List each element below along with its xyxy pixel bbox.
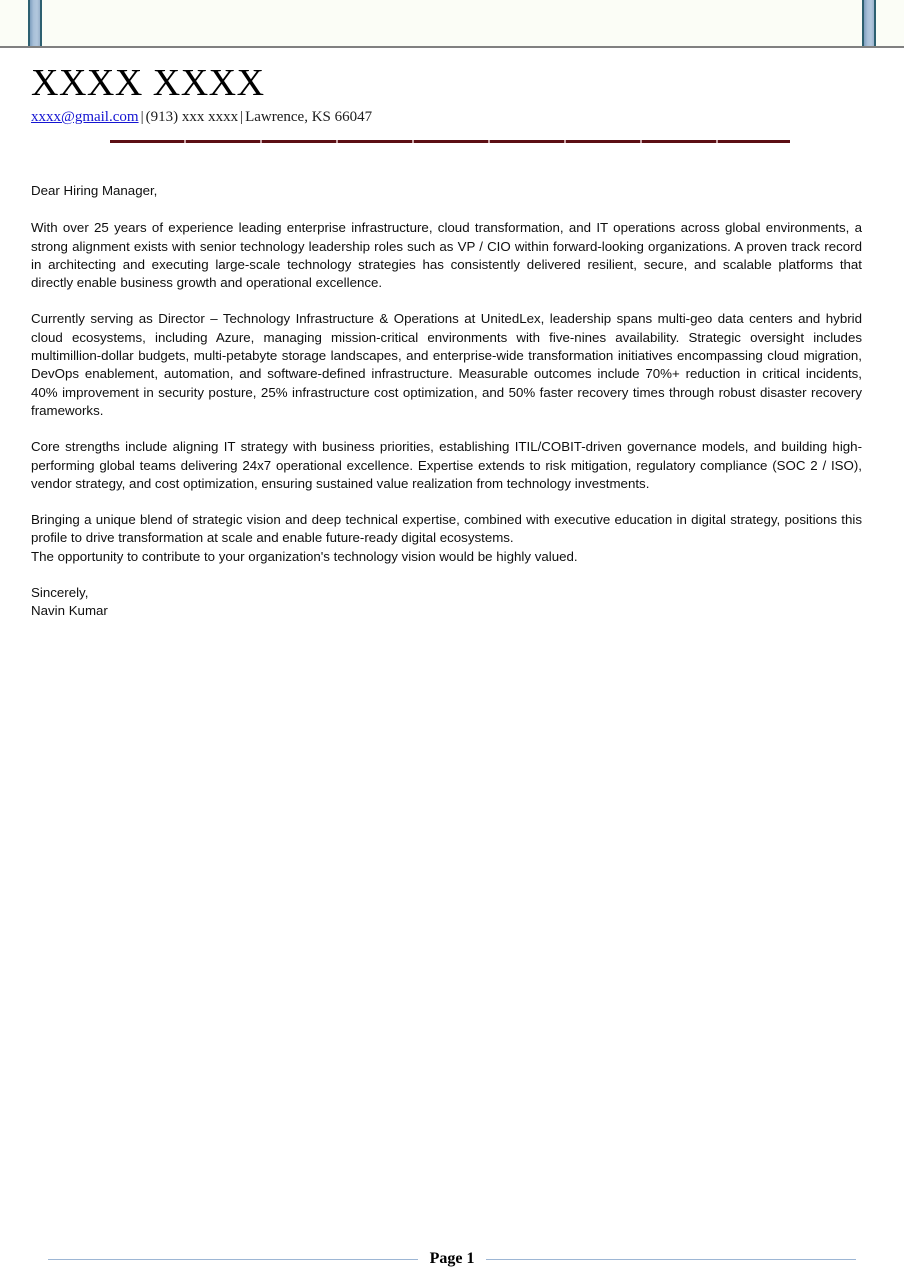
left-margin-marker[interactable] [28,0,42,46]
contact-separator-1: | [140,109,144,125]
letter-body [31,182,862,621]
header-divider-rule [110,140,790,143]
header-banner [0,0,904,48]
contact-line [31,108,372,126]
location-text: Lawrence, KS 66047 [245,109,373,125]
footer-rule-left [48,1259,418,1260]
salutation: Dear Hiring Manager, [31,183,158,198]
page-title: XXXX XXXX [31,62,265,104]
body-paragraph-3: Core strengths include aligning IT strategy with business priorities, establishing ITIL/COBIT-driven governance models, and building high-performing global teams delivering 24x7 operational excellence. Expertise extends to risk mitigation, regulatory compliance (SOC 2 / ISO), vendor strategy, and cost optimization, ensuring sustained value realization from technology investments. [31,439,862,491]
body-paragraph-2: Currently serving as Director – Technology Infrastructure & Operations at UnitedLex, leadership spans multi-geo data centers and hybrid cloud ecosystems, including Azure, managing mission-critical environments with five-nines availability. Strategic oversight includes multimillion-dollar budgets, multi-petabyte storage landscapes, and enterprise-wide transformation initiatives encompassing cloud migration, DevOps enablement, automation, and software-defined infrastructure. Measurable outcomes include 70%+ reduction in critical incidents, 40% improvement in security posture, 25% infrastructure cost optimization, and 50% faster recovery times through robust disaster recovery frameworks. [31,311,862,418]
closing-word: Sincerely, [31,585,89,601]
right-margin-marker[interactable] [862,0,876,46]
body-paragraph-4: Bringing a unique blend of strategic vision and deep technical expertise, combined with executive education in digital strategy, positions this profile to drive transformation at scale and enable future-ready digital ecosystems. [31,512,862,546]
body-paragraph-1: With over 25 years of experience leading enterprise infrastructure, cloud transformation, and IT operations across global environments, a strong alignment exists with senior technology leadership roles such as VP / CIO within forward-looking organizations. A proven track record in architecting and executing large-scale technology strategies has consistently delivered resilient, secure, and scalable platforms that directly enable business growth and operational excellence. [31,220,862,291]
page-number-label: Page 1 [429,1250,475,1267]
footer-rule-right [486,1259,856,1260]
phone-number: (913) xxx xxxx [145,109,239,125]
page-footer [0,1247,904,1271]
signature-name: Navin Kumar [31,603,108,619]
contact-separator-2: | [240,109,244,125]
body-paragraph-5: The opportunity to contribute to your organization's technology vision would be highly valued. [31,548,578,564]
email-link[interactable]: xxxx@gmail.com [31,109,139,125]
